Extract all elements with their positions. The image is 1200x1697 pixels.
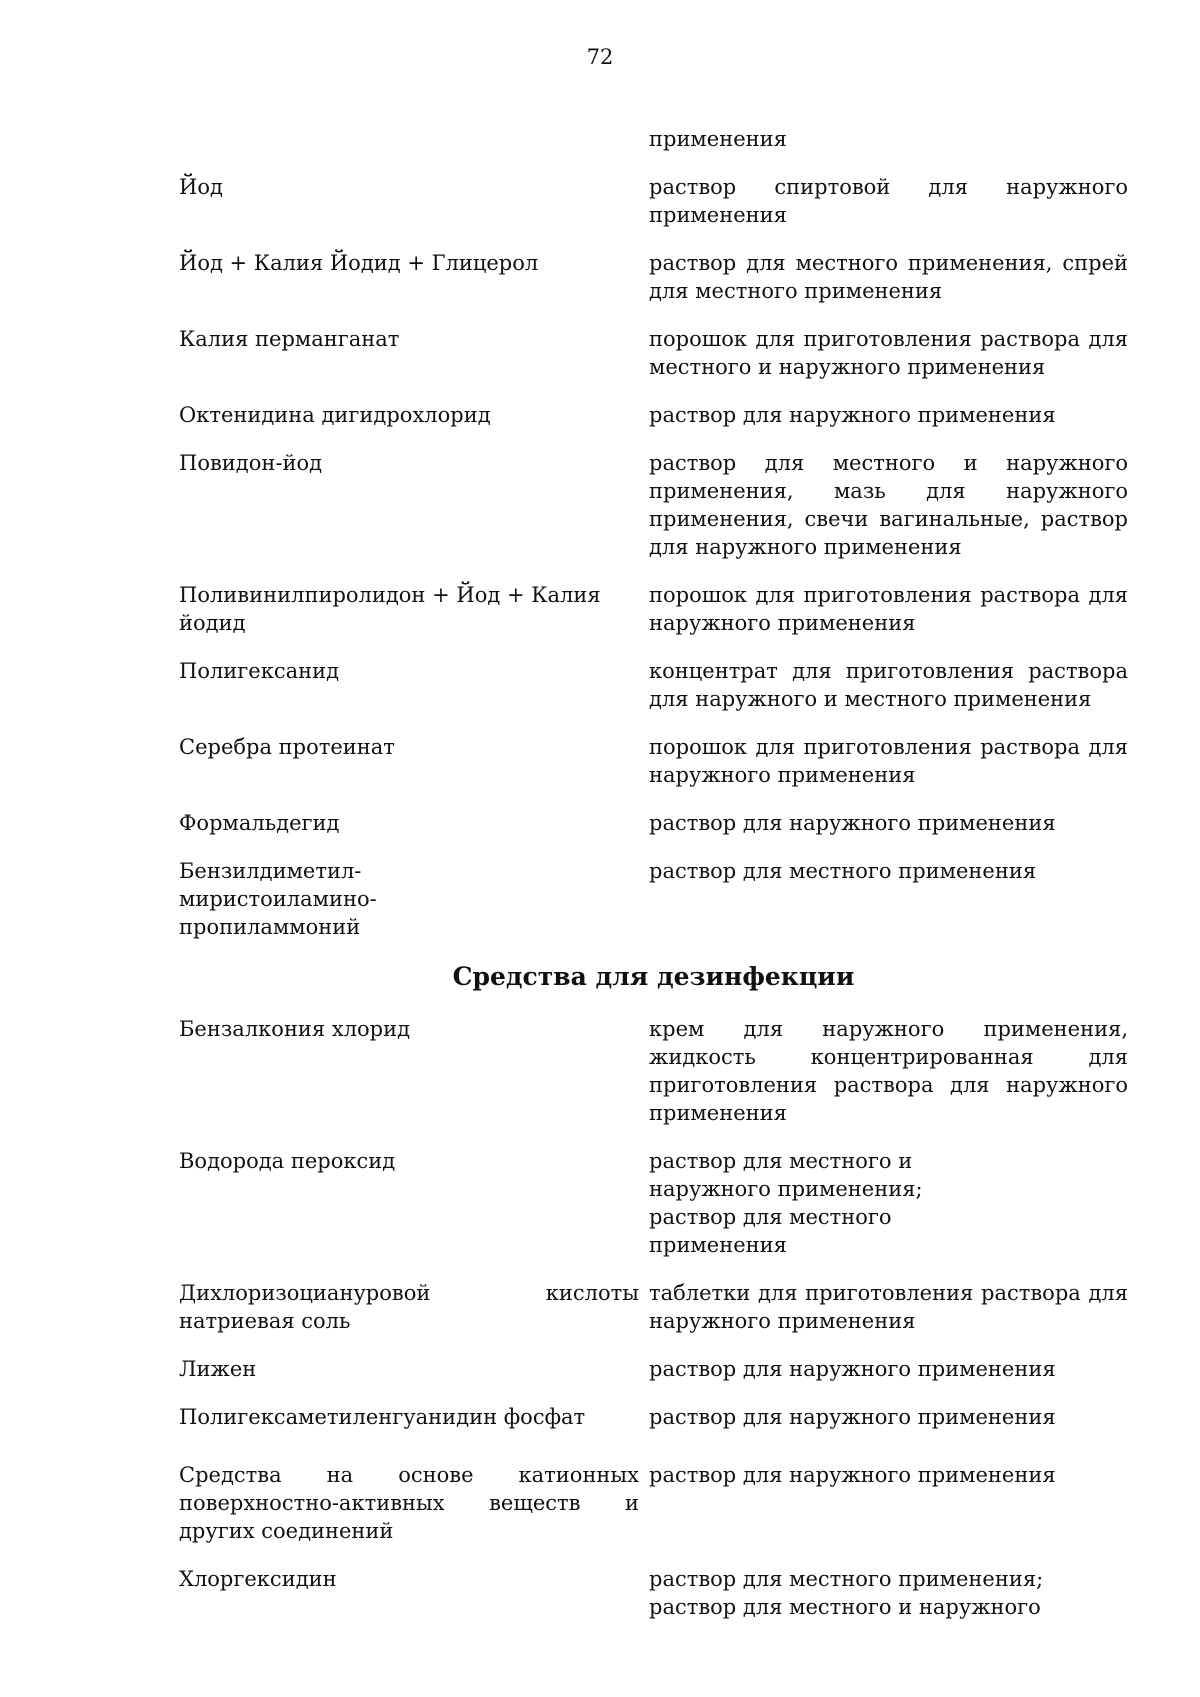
table-row	[179, 1565, 1128, 1621]
dosage-form: порошок для приготовления раствора для наружного применения	[649, 735, 1128, 787]
dosage-form: раствор для местного и наружного применения; раствор для местного применения	[649, 1149, 923, 1257]
dosage-form: раствор для наружного применения	[649, 1463, 1056, 1487]
dosage-form: раствор для наружного применения	[649, 1357, 1056, 1381]
dosage-form: таблетки для приготовления раствора для наружного применения	[649, 1281, 1128, 1333]
drug-name: Полигексаметиленгуанидин фосфат	[179, 1405, 586, 1429]
table-row	[179, 733, 1128, 789]
table-row	[179, 1461, 1128, 1545]
drug-name: Полигексанид	[179, 659, 340, 683]
drug-name: Бензалкония хлорид	[179, 1017, 411, 1041]
dosage-form: применения	[649, 127, 787, 151]
table-row	[179, 173, 1128, 229]
dosage-form: раствор для наружного применения	[649, 811, 1056, 835]
dosage-form: крем для наружного применения, жидкость концентрированная для приготовления раствора для наружного применения	[649, 1017, 1128, 1125]
dosage-form: концентрат для приготовления раствора для наружного и местного применения	[649, 659, 1128, 711]
drug-name: Лижен	[179, 1357, 257, 1381]
dosage-form: раствор для наружного применения	[649, 1405, 1056, 1429]
drug-name: Йод + Калия Йодид + Глицерол	[179, 251, 539, 275]
table-row	[179, 249, 1128, 305]
table-row	[179, 401, 1128, 429]
drug-name: Серебра протеинат	[179, 735, 395, 759]
medication-table	[179, 125, 1128, 1641]
drug-name: Калия перманганат	[179, 327, 400, 351]
table-row	[179, 809, 1128, 837]
table-row	[179, 325, 1128, 381]
drug-name: Водорода пероксид	[179, 1149, 396, 1173]
table-row	[179, 1279, 1128, 1335]
table-row	[179, 581, 1128, 637]
table-row	[179, 125, 1128, 153]
table-row	[179, 1015, 1128, 1127]
dosage-form: порошок для приготовления раствора для наружного применения	[649, 583, 1128, 635]
drug-name: Бензилдиметил-миристоиламино-пропиламмоний	[179, 859, 377, 939]
drug-name: Октенидина дигидрохлорид	[179, 403, 491, 427]
table-row	[179, 1147, 1128, 1259]
section-heading: Средства для дезинфекции	[452, 962, 855, 991]
drug-name	[179, 125, 649, 153]
table-row	[179, 857, 1128, 941]
dosage-form: порошок для приготовления раствора для местного и наружного применения	[649, 327, 1128, 379]
page-number: 72	[586, 45, 614, 69]
dosage-form: раствор для местного применения, спрей для местного применения	[649, 251, 1128, 303]
drug-name: Формальдегид	[179, 811, 340, 835]
drug-name: Дихлоризоциануровой кислоты натриевая соль	[179, 1281, 639, 1333]
dosage-form: раствор для местного применения; раствор для местного и наружного	[649, 1567, 1044, 1619]
table-row	[179, 657, 1128, 713]
drug-name: Йод	[179, 175, 223, 199]
dosage-form: раствор для местного и наружного применения, мазь для наружного применения, свечи вагинальные, раствор для наружного применения	[649, 451, 1128, 559]
dosage-form: раствор спиртовой для наружного применения	[649, 175, 1128, 227]
drug-name: Средства на основе катионных поверхностно-активных веществ и других соединений	[179, 1463, 639, 1543]
dosage-form: раствор для местного применения	[649, 859, 1037, 883]
drug-name: Повидон-йод	[179, 451, 323, 475]
table-row	[179, 1403, 1128, 1431]
table-row	[179, 449, 1128, 561]
drug-name: Поливинилпиролидон + Йод + Калия йодид	[179, 583, 601, 635]
table-row	[179, 1355, 1128, 1383]
drug-name: Хлоргексидин	[179, 1567, 337, 1591]
dosage-form: раствор для наружного применения	[649, 403, 1056, 427]
